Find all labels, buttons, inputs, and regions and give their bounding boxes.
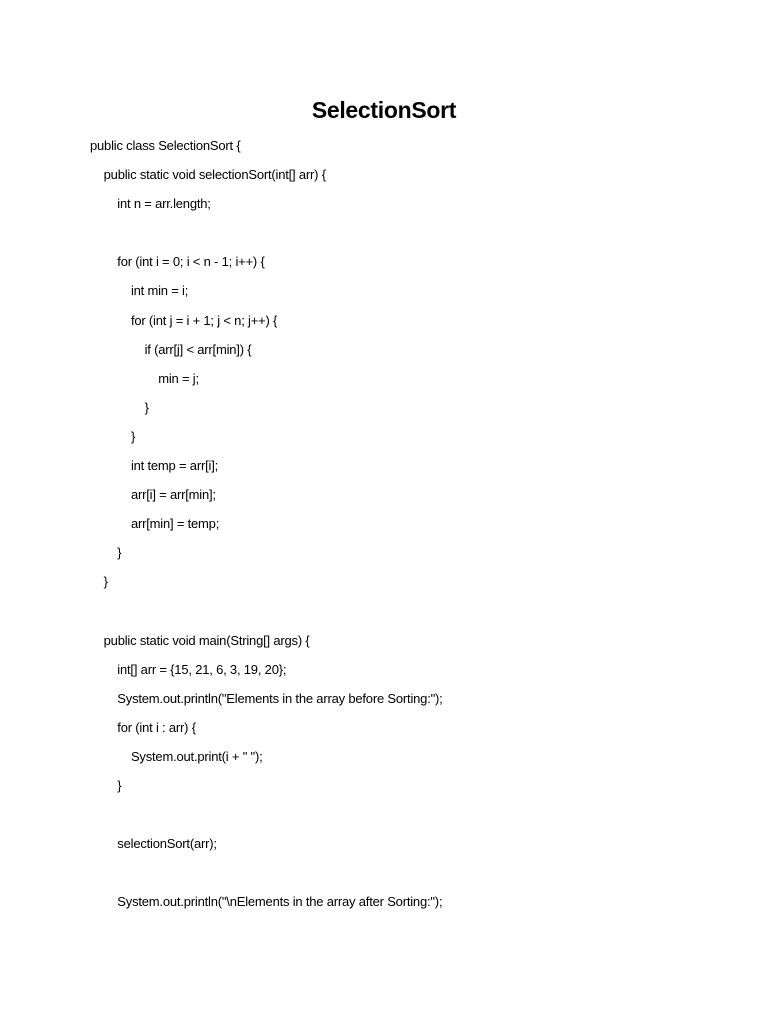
code-line: min = j; bbox=[90, 370, 199, 386]
code-line: System.out.println("Elements in the array before Sorting:"); bbox=[90, 690, 443, 706]
code-line bbox=[90, 805, 710, 834]
code-line: arr[i] = arr[min]; bbox=[90, 487, 216, 503]
code-line bbox=[90, 863, 710, 892]
code-line: for (int j = i + 1; j < n; j++) { bbox=[90, 312, 278, 328]
code-line: int min = i; bbox=[90, 283, 189, 299]
code-line bbox=[90, 602, 710, 631]
code-block bbox=[90, 136, 710, 922]
code-line: if (arr[j] < arr[min]) { bbox=[90, 341, 252, 357]
code-line: } bbox=[90, 399, 149, 415]
code-line: System.out.print(i + " "); bbox=[90, 748, 263, 764]
code-line: int[] arr = {15, 21, 6, 3, 19, 20}; bbox=[90, 661, 287, 677]
code-line: for (int i = 0; i < n - 1; i++) { bbox=[90, 254, 265, 270]
code-line: System.out.println("\nElements in the array after Sorting:"); bbox=[90, 894, 443, 910]
code-line: } bbox=[90, 778, 122, 794]
code-line: } bbox=[90, 428, 136, 444]
code-line bbox=[90, 223, 710, 252]
code-line: int temp = arr[i]; bbox=[90, 458, 219, 474]
code-line: selectionSort(arr); bbox=[90, 836, 217, 852]
code-line: arr[min] = temp; bbox=[90, 516, 220, 532]
document-title: SelectionSort bbox=[311, 97, 457, 123]
code-line: } bbox=[90, 574, 108, 590]
code-line: public static void selectionSort(int[] arr) { bbox=[90, 167, 326, 183]
code-line: } bbox=[90, 545, 122, 561]
code-line: public static void main(String[] args) { bbox=[90, 632, 310, 648]
code-line: int n = arr.length; bbox=[90, 196, 211, 212]
code-line: public class SelectionSort { bbox=[90, 138, 241, 153]
code-line: for (int i : arr) { bbox=[90, 719, 196, 735]
